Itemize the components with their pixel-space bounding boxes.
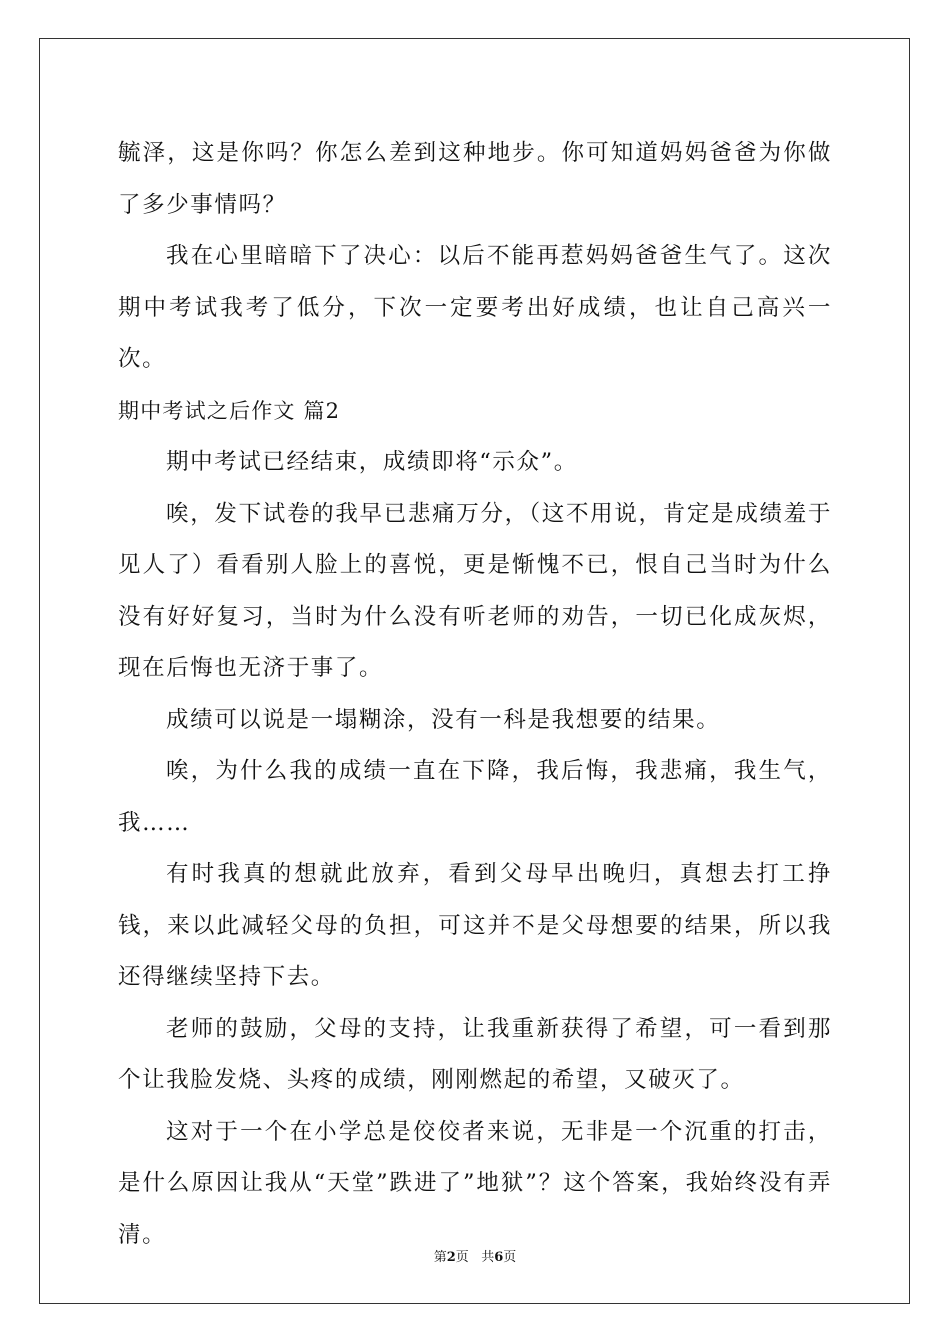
page-prefix: 第 xyxy=(433,1250,447,1265)
body-paragraph-6: 老师的鼓励，父母的支持，让我重新获得了希望，可一看到那个让我脸发烧、头疼的成绩，刚刚燃起的希望，又破灭了。 xyxy=(118,1015,832,1093)
total-prefix: 共 xyxy=(481,1250,495,1265)
body-paragraph-4: 唉，为什么我的成绩一直在下降，我后悔，我悲痛，我生气，我…… xyxy=(118,758,832,836)
paragraph-2: 我在心里暗暗下了决心：以后不能再惹妈妈爸爸生气了。这次期中考试我考了低分，下次一定要考出好成绩，也让自己高兴一次。 xyxy=(118,243,832,372)
paragraph-1: 毓泽，这是你吗？你怎么差到这种地步。你可知道妈妈爸爸为你做了多少事情吗？ xyxy=(118,140,832,218)
page-suffix: 页 xyxy=(455,1250,469,1265)
total-pages: 6 xyxy=(494,1250,504,1265)
document-body xyxy=(118,128,832,1261)
total-suffix: 页 xyxy=(503,1250,517,1265)
section-heading: 期中考试之后作文 篇2 xyxy=(118,398,341,423)
page-footer xyxy=(0,1246,950,1265)
body-paragraph-2: 唉，发下试卷的我早已悲痛万分，（这不用说，肯定是成绩羞于见人了）看看别人脸上的喜悦，更是惭愧不已，恨自己当时为什么没有好好复习，当时为什么没有听老师的劝告，一切已化成灰烬，现在后悔也无济于事了。 xyxy=(118,500,832,681)
page-number: 2 xyxy=(446,1250,456,1265)
body-paragraph-3: 成绩可以说是一塌糊涂，没有一科是我想要的结果。 xyxy=(166,706,721,733)
body-paragraph-1: 期中考试已经结束，成绩即将“示众”。 xyxy=(166,449,578,475)
body-paragraph-5: 有时我真的想就此放弃，看到父母早出晚归，真想去打工挣钱，来以此减轻父母的负担，可这并不是父母想要的结果，所以我还得继续坚持下去。 xyxy=(118,861,832,990)
body-paragraph-7: 这对于一个在小学总是佼佼者来说，无非是一个沉重的打击，是什么原因让我从“天堂”跌进了”地狱”？这个答案，我始终没有弄清。 xyxy=(118,1118,832,1248)
